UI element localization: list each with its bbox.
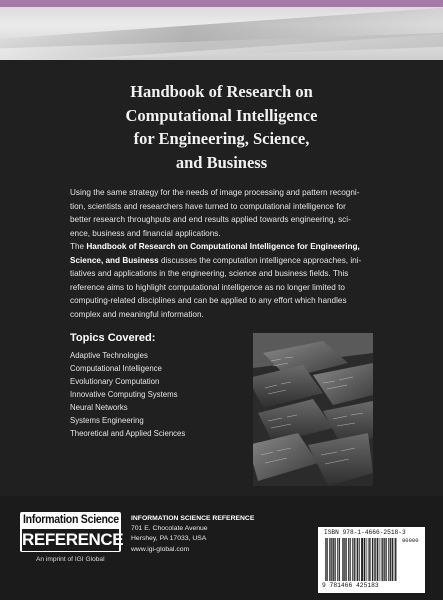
barcode-bar — [394, 538, 395, 581]
barcode-bar — [379, 538, 380, 581]
paragraph-line: reference aims to highlight computational intelligence as no longer limited to — [70, 282, 345, 292]
equation-blocks-image — [253, 333, 373, 486]
topics-list — [70, 349, 185, 440]
barcode-bar — [354, 538, 355, 581]
barcode-bar — [342, 538, 343, 581]
barcode-bar — [383, 538, 384, 581]
barcode-bar — [325, 538, 326, 581]
barcode-bar — [331, 538, 332, 581]
title-line-3: for Engineering, Science, — [133, 129, 310, 148]
publisher-name: INFORMATION SCIENCE REFERENCE — [131, 515, 255, 522]
barcode-number: 9 781466 425183 — [322, 582, 379, 589]
purple-accent-strip — [0, 0, 443, 7]
topic-item: Computational Intelligence — [70, 364, 162, 373]
barcode-bar — [348, 538, 349, 581]
topic-item: Neural Networks — [70, 403, 128, 412]
address-line-2: Hershey, PA 17033, USA — [131, 535, 207, 543]
barcode-bar — [395, 538, 396, 581]
title-line-4: and Business — [175, 152, 268, 172]
barcode-bar — [330, 538, 331, 581]
topic-item: Evolutionary Computation — [70, 377, 160, 386]
book-title-bold: Science, and Business — [70, 255, 159, 265]
isbn-text: ISBN 978-1-4666-2518-3 — [324, 529, 406, 536]
barcode-bar — [350, 538, 351, 581]
barcode-bar — [343, 538, 344, 581]
imprint-note: An imprint of IGI Global — [36, 556, 105, 563]
barcode-bar — [349, 538, 350, 581]
paragraph-line — [70, 240, 375, 254]
barcode-bar — [385, 538, 386, 581]
publisher-website: www.igi-global.com — [131, 545, 190, 553]
barcode-bar — [332, 538, 333, 581]
barcode-bar — [381, 538, 382, 581]
publisher-logo — [20, 512, 124, 552]
barcode-bar — [392, 538, 393, 581]
description-paragraph-2 — [70, 240, 375, 322]
barcode-bar — [372, 538, 373, 581]
barcode-bar — [377, 538, 378, 581]
paragraph-text: discusses the computation intelligence approaches, ini- — [158, 255, 362, 265]
barcode-bar — [369, 538, 370, 581]
barcode-bar — [390, 538, 391, 581]
logo-text-bottom: REFERENCE — [22, 530, 124, 549]
logo-text-top: Information Science — [23, 514, 119, 526]
description-paragraph-1 — [70, 186, 375, 240]
barcode-bar — [364, 538, 365, 581]
barcode-bar — [359, 538, 360, 581]
barcode-bar — [386, 538, 387, 581]
barcode-bar — [337, 538, 338, 581]
price-code: 90000 — [402, 537, 419, 544]
isbn-barcode — [318, 527, 425, 593]
barcode-bar — [354, 538, 355, 581]
topics-heading: Topics Covered: — [70, 332, 156, 344]
top-decorative-band — [0, 0, 443, 60]
barcode-bar — [368, 538, 369, 581]
barcode-bar — [346, 538, 347, 581]
barcode-bar — [335, 538, 336, 581]
title-line-2: Computational Intelligence — [125, 105, 318, 125]
topic-item: Theoretical and Applied Sciences — [70, 429, 186, 438]
title-line-1: Handbook of Research on — [130, 82, 313, 101]
barcode-bar — [362, 538, 363, 581]
barcode-bar — [334, 538, 335, 581]
barcode-bar — [339, 538, 340, 581]
paragraph-intro: The — [70, 242, 87, 251]
barcode-bar — [370, 538, 371, 581]
publisher-address-block — [131, 514, 254, 555]
barcode-bar — [374, 538, 375, 581]
barcode-bar — [333, 538, 334, 581]
paragraph-line: tion, scientists and researchers have turned to computational intelligence for — [70, 201, 346, 211]
barcode-bar — [361, 538, 362, 581]
barcode-bar — [375, 538, 376, 581]
barcode-bar — [326, 538, 327, 581]
barcode-bar — [344, 538, 345, 581]
barcode-bar — [356, 538, 357, 581]
paragraph-line — [70, 254, 375, 268]
barcode-bar — [396, 538, 397, 581]
barcode-bar — [339, 538, 340, 581]
barcode-bar — [388, 538, 389, 581]
barcode-bar — [362, 538, 363, 581]
cover-photo-equations-blocks — [253, 333, 373, 486]
barcode-bar — [392, 538, 393, 581]
topic-item: Innovative Computing Systems — [70, 390, 178, 399]
paragraph-line: Using the same strategy for the needs of image processing and pattern recogni- — [70, 188, 360, 197]
barcode-bar — [366, 538, 367, 581]
paragraph-line: computing-related disciplines and can be applied to any effort which handles — [70, 296, 347, 306]
barcode-bar — [390, 538, 391, 581]
barcode-bar — [377, 538, 378, 581]
barcode-bar — [327, 538, 328, 581]
barcode-bar — [352, 538, 353, 581]
barcode-bar — [384, 538, 385, 581]
paragraph-line: better research throughputs and end results applied towards engineering, sci- — [70, 215, 351, 225]
barcode-bar — [364, 538, 365, 581]
barcode-bar — [345, 538, 346, 581]
barcode-bar — [329, 538, 330, 581]
barcode-bar — [358, 538, 359, 581]
barcode-bar — [382, 538, 383, 581]
book-title — [60, 80, 383, 174]
barcode-bar — [373, 538, 374, 581]
paragraph-line: complex and meaningful information. — [70, 309, 204, 319]
address-line-1: 701 E. Chocolate Avenue — [131, 525, 208, 533]
topic-item: Adaptive Technologies — [70, 351, 148, 360]
topic-item: Systems Engineering — [70, 416, 144, 425]
paragraph-line: ence, business and financial applications. — [70, 228, 221, 238]
book-title-bold: Handbook of Research on Computational Intelligence for Engineering, — [86, 242, 360, 251]
barcode-bar — [357, 538, 358, 581]
paragraph-line: tiatives and applications in the engineering, science and business fields. This — [70, 269, 349, 279]
